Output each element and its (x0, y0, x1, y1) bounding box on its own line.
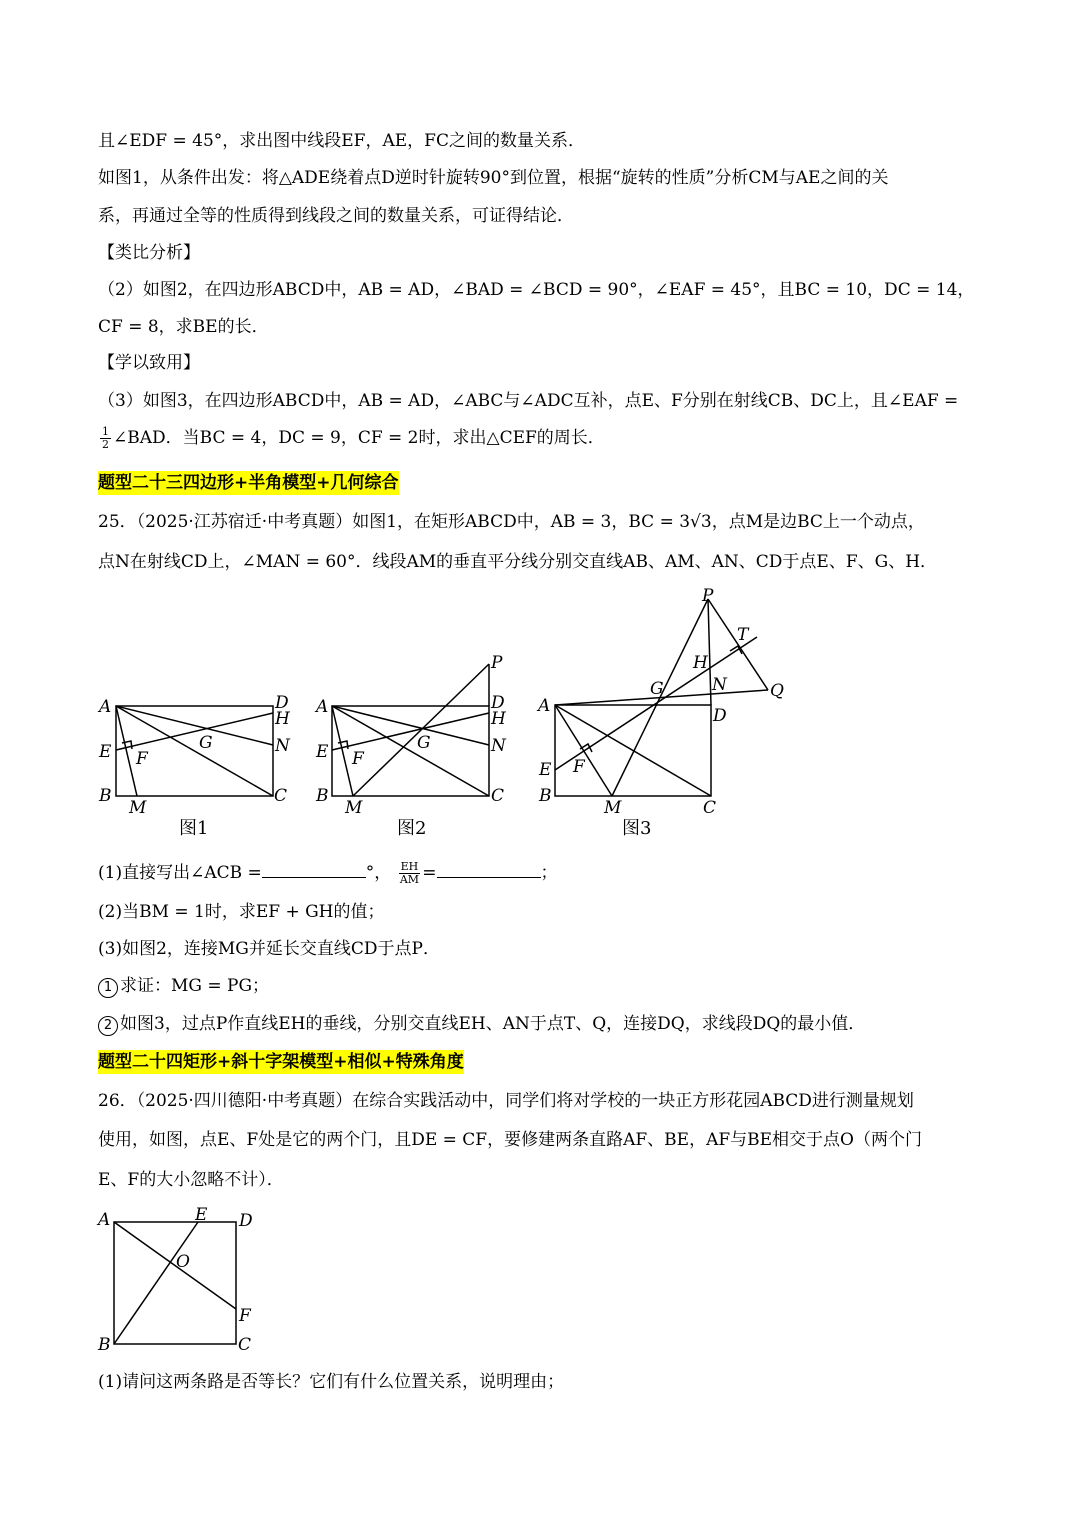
point-label: A (316, 697, 329, 717)
text-line: （3）如图3，在四边形ABCD中，AB = AD，∠ABC与∠ADC互补，点E、F分别在射线CB、DC上，且∠EAF = (98, 391, 959, 411)
fraction (399, 861, 421, 886)
point-label: T (737, 625, 749, 645)
topic-highlight: 题型二十三四边形+半角模型+几何综合 (98, 473, 399, 493)
point-label: D (275, 693, 289, 713)
point-label: F (136, 749, 148, 769)
text-line: 且∠EDF = 45°，求出图中线段EF，AE，FC之间的数量关系． (98, 131, 585, 151)
point-label: N (491, 736, 506, 756)
point-label: G (417, 733, 431, 753)
point-label: D (713, 706, 727, 726)
point-label: P (702, 586, 714, 606)
point-label: E (195, 1205, 208, 1225)
subquestion: (2)当BM = 1时，求EF + GH的值； (98, 902, 385, 922)
text-fragment: = (422, 863, 437, 883)
point-label: E (316, 742, 329, 762)
text-line: 如图1，从条件出发：将△ADE绕着点D逆时针旋转90°到位置，根据“旋转的性质”分析CM与AE之间的关 (98, 168, 889, 188)
subquestion: (1)请问这两条路是否等长？它们有什么位置关系，说明理由； (98, 1372, 565, 1392)
subquestion (98, 1013, 988, 1036)
point-label: C (491, 786, 505, 806)
point-label: E (539, 760, 552, 780)
point-label: N (275, 736, 290, 756)
fraction-numerator: EH (400, 860, 419, 873)
point-label: M (129, 798, 147, 818)
text-fragment: 求证：MG = PG； (120, 976, 270, 996)
subquestion (98, 860, 988, 886)
subquestion (98, 975, 988, 998)
point-label: B (316, 786, 329, 806)
point-label: O (176, 1252, 190, 1272)
text-line (98, 426, 988, 451)
fraction-denominator: 2 (102, 438, 109, 451)
problem-statement: E、F的大小忽略不计）． (98, 1170, 284, 1190)
problem-statement: 使用，如图，点E、F处是它的两个门，且DE = CF，要修建两条直路AF、BE，AF与BE相交于点O（两个门 (98, 1130, 922, 1150)
text-fragment: °， (365, 863, 392, 883)
text-line: （2）如图2，在四边形ABCD中，AB = AD，∠BAD = ∠BCD = 90°，∠EAF = 45°，且BC = 10，DC = 14， (98, 280, 975, 300)
point-label: C (274, 786, 288, 806)
point-label: D (239, 1211, 253, 1231)
text-fragment: 如图3，过点P作直线EH的垂线，分别交直线EH、AN于点T、Q，连接DQ，求线段DQ的最小值． (120, 1014, 866, 1034)
point-label: C (238, 1335, 252, 1355)
figure-26 (90, 1200, 270, 1360)
text-fragment: ∠BAD．当BC = 4，DC = 9，CF = 2时，求出△CEF的周长． (113, 428, 605, 448)
figure-caption: 图1 (179, 818, 209, 839)
text-fragment: ； (540, 863, 558, 883)
point-label: H (275, 709, 290, 729)
problem-statement: 25．（2025·江苏宿迁·中考真题）如图1，在矩形ABCD中，AB = 3，BC = 3√3，点M是边BC上一个动点， (98, 512, 925, 532)
point-label: H (693, 653, 708, 673)
point-label: A (99, 697, 112, 717)
topic-heading (98, 1051, 988, 1073)
point-label: G (650, 679, 664, 699)
problem-statement: 26．（2025·四川德阳·中考真题）在综合实践活动中，同学们将对学校的一块正方形花园ABCD进行测量规划 (98, 1091, 914, 1111)
point-label: G (199, 733, 213, 753)
section-heading: 【类比分析】 (98, 243, 200, 263)
point-label: M (345, 798, 363, 818)
point-label: M (604, 798, 622, 818)
point-label: H (491, 709, 506, 729)
point-label: F (573, 757, 585, 777)
circled-number: 2 (98, 1016, 118, 1036)
point-label: N (712, 675, 727, 695)
topic-heading (98, 472, 988, 494)
figure-caption: 图2 (397, 818, 427, 839)
figures-25 (90, 585, 800, 845)
topic-highlight: 题型二十四矩形+斜十字架模型+相似+特殊角度 (98, 1052, 464, 1072)
section-heading: 【学以致用】 (98, 353, 200, 373)
fraction-numerator: 1 (102, 425, 109, 438)
point-label: C (703, 798, 717, 818)
text-fragment: (1)直接写出∠ACB = (98, 863, 262, 883)
subquestion: (3)如图2，连接MG并延长交直线CD于点P． (98, 939, 440, 959)
point-label: A (98, 1210, 111, 1230)
figure-caption: 图3 (622, 818, 652, 839)
answer-blank[interactable] (262, 861, 366, 878)
answer-blank[interactable] (437, 861, 541, 878)
text-line: 系，再通过全等的性质得到线段之间的数量关系，可证得结论． (98, 206, 574, 226)
problem-statement: 点N在射线CD上，∠MAN = 60°．线段AM的垂直平分线分别交直线AB、AM、AN、CD于点E、F、G、H． (98, 552, 938, 572)
point-label: B (98, 1335, 111, 1355)
point-label: B (99, 786, 112, 806)
text-line: CF = 8，求BE的长． (98, 317, 269, 337)
fraction-denominator: AM (399, 873, 420, 886)
circled-number: 1 (98, 978, 118, 998)
point-label: D (491, 693, 505, 713)
point-label: F (352, 749, 364, 769)
point-label: F (239, 1306, 251, 1326)
point-label: A (538, 696, 551, 716)
point-label: B (539, 786, 552, 806)
point-label: E (99, 742, 112, 762)
point-label: Q (770, 681, 784, 701)
point-label: P (491, 653, 503, 673)
fraction (100, 426, 111, 451)
